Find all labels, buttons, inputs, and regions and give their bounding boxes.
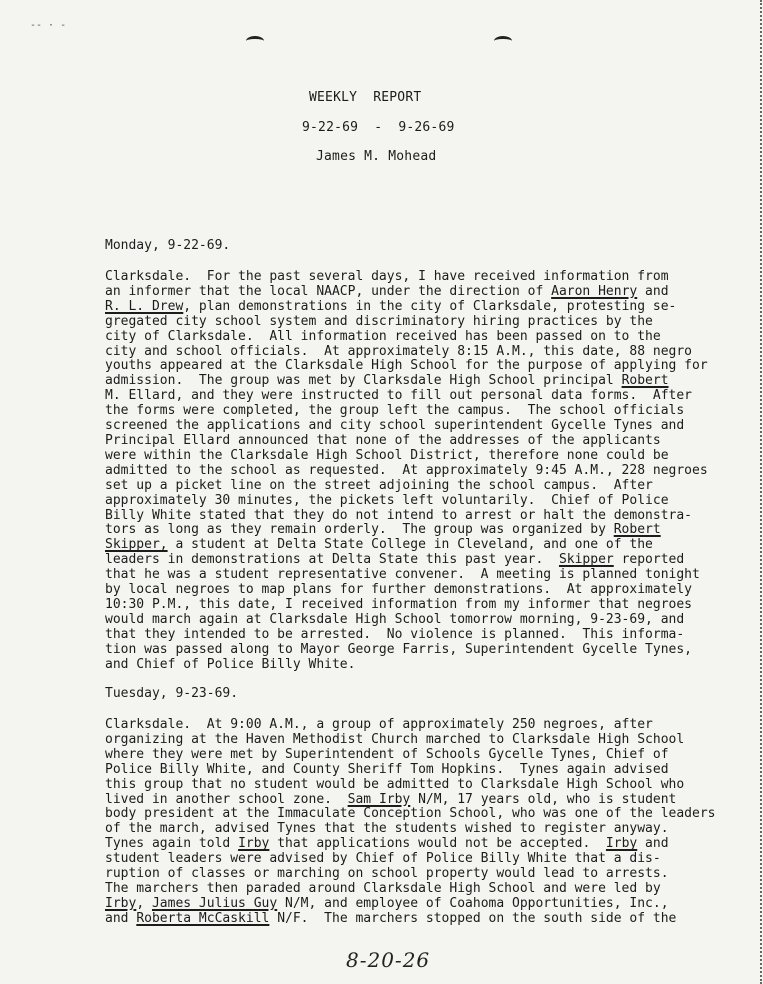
text-line: Billy White stated that they do not intend to arrest or halt the demonstra- [105, 507, 692, 523]
text-line: body president at the Immaculate Conception School, who was one of the leaders [105, 806, 716, 822]
underlined-name: Aaron Henry [551, 283, 638, 299]
underlined-name: Irby [238, 836, 270, 852]
text-line: 10:30 P.M., this date, I received information from my informer that negroes [105, 596, 692, 612]
text-line: gregated city school system and discriminatory hiring practices by the [105, 313, 653, 329]
underlined-name: James Julius Guy [151, 895, 278, 911]
text-line: student leaders were advised by Chief of Police Billy White that a dis- [105, 851, 661, 867]
corner-mark: ‑‑ · ‑ [30, 20, 67, 31]
report-title: WEEKLY REPORT [309, 90, 422, 105]
underlined-name: Irby [605, 836, 638, 852]
tuesday-heading: Tuesday, 9-23-69. [105, 686, 239, 701]
text-line: of the march, advised Tynes that the students wished to register anyway. [105, 821, 669, 837]
text-line: the forms were completed, the group left the campus. The school officials [105, 403, 685, 419]
text-line: set up a picket line on the street adjoining the school campus. After [105, 477, 653, 493]
underlined-name: Robert [613, 522, 661, 538]
underlined-name: Irby [105, 895, 137, 911]
report-author: James M. Mohead [316, 149, 437, 164]
underlined-name: Skipper, [105, 537, 168, 553]
text-line: admitted to the school as requested. At approximately 9:45 A.M., 228 negroes [105, 462, 708, 478]
underlined-name: Skipper [558, 552, 614, 568]
text-line: M. Ellard, and they were instructed to fill out personal data forms. After [105, 388, 692, 404]
text-line: Clarksdale. At 9:00 A.M., a group of approximately 250 negroes, after [105, 717, 653, 732]
text-line: Police Billy White, and County Sheriff Tom Hopkins. Tynes again advised [105, 761, 669, 777]
underlined-name: R. L. Drew [105, 298, 184, 314]
text-line: Clarksdale. For the past several days, I have received information from [105, 269, 669, 284]
text-line: city of Clarksdale. All information received has been passed on to the [105, 328, 661, 344]
text-line: would march again at Clarksdale High School tomorrow morning, 9-23-69, and [105, 611, 685, 627]
text-line: tors as long as they remain orderly. The group was organized by Robert [105, 522, 661, 538]
text-line: that he was a student representative convener. A meeting is planned tonight [105, 567, 700, 583]
text-line: lived in another school zone. Sam Irby N/M, 17 years old, who is student [105, 791, 677, 807]
text-line: leaders in demonstrations at Delta State this past year. Skipper reported [105, 552, 685, 568]
text-line: The marchers then paraded around Clarksdale High School and were led by [105, 880, 661, 896]
page-edge-border [760, 0, 762, 984]
text-line: an informer that the local NAACP, under the direction of Aaron Henry and [105, 283, 669, 299]
text-line: approximately 30 minutes, the pickets left voluntarily. Chief of Police [105, 492, 669, 508]
handwritten-page-number: 8-20-26 [346, 948, 431, 972]
text-line: this group that no student would be admitted to Clarksdale High School who [105, 776, 685, 792]
text-line: tion was passed along to Mayor George Farris, Superintendent Gycelle Tynes, [105, 641, 692, 657]
underlined-name: Robert [621, 373, 669, 389]
text-line: ruption of classes or marching on school property would lead to arrests. [105, 866, 669, 882]
text-line: and Roberta McCaskill N/F. The marchers stopped on the south side of the [105, 910, 677, 926]
text-line: and Chief of Police Billy White. [105, 656, 356, 672]
underlined-name: Roberta McCaskill [136, 910, 270, 926]
text-line: Principal Ellard announced that none of the addresses of the applicants [105, 432, 661, 448]
text-line: R. L. Drew, plan demonstrations in the city of Clarksdale, protesting se- [105, 298, 677, 314]
punch-hole-right [494, 36, 512, 46]
text-line: were within the Clarksdale High School District, therefore none could be [105, 447, 669, 463]
text-line: where they were met by Superintendent of Schools Gycelle Tynes, Chief of [105, 746, 669, 762]
monday-paragraph [105, 269, 708, 672]
text-line: youths appeared at the Clarksdale High School for the purpose of applying for [105, 358, 708, 374]
text-line: city and school officials. At approximately 8:15 A.M., this date, 88 negro [105, 343, 692, 359]
tuesday-paragraph [105, 717, 716, 927]
monday-heading: Monday, 9-22-69. [105, 238, 231, 253]
punch-hole-left [246, 36, 264, 46]
text-line: by local negroes to map plans for further demonstrations. At approximately [105, 582, 692, 598]
text-line: that they intended to be arrested. No violence is planned. This informa- [105, 626, 685, 642]
text-line: screened the applications and city school superintendent Gycelle Tynes and [105, 418, 685, 434]
text-line: Irby, James Julius Guy N/M, and employee of Coahoma Opportunities, Inc., [105, 895, 669, 911]
text-line: Skipper, a student at Delta State College in Cleveland, and one of the [105, 537, 653, 553]
report-dates: 9-22-69 - 9-26-69 [302, 120, 455, 135]
text-line: admission. The group was met by Clarksdale High School principal Robert [105, 373, 669, 389]
underlined-name: Sam Irby [347, 791, 411, 807]
text-line: organizing at the Haven Methodist Church marched to Clarksdale High School [105, 731, 685, 747]
text-line: Tynes again told Irby that applications would not be accepted. Irby and [105, 836, 669, 852]
